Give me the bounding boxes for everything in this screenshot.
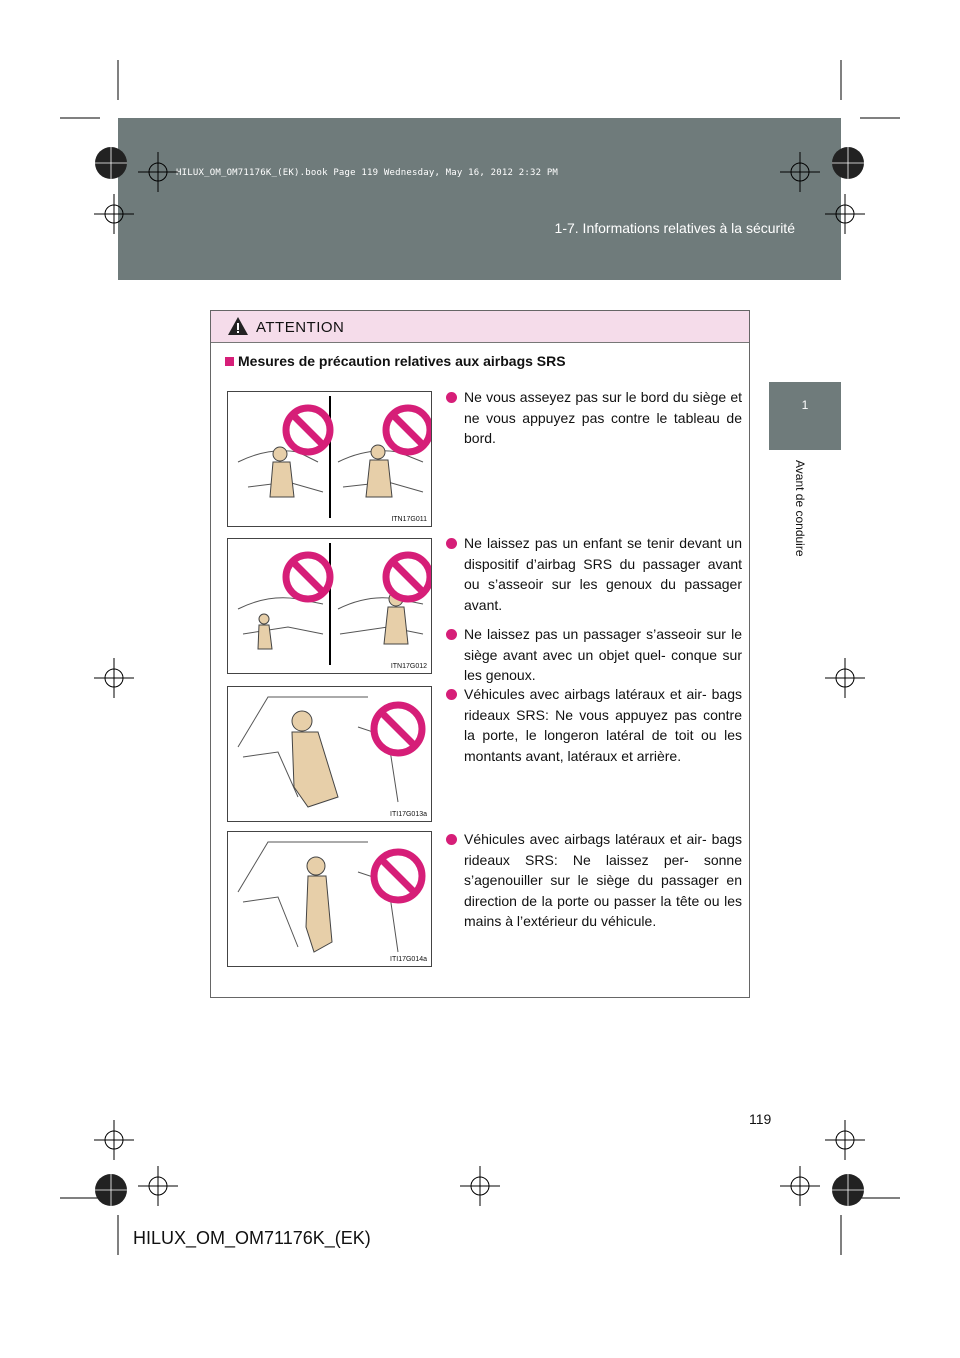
bullet-dot-icon: [446, 538, 457, 549]
document-id: HILUX_OM_OM71176K_(EK): [133, 1228, 371, 1248]
figure-code: ITI17G014a: [390, 956, 427, 963]
section-heading-text: Mesures de précaution relatives aux airbags SRS: [238, 353, 566, 369]
illustration-1: [227, 391, 432, 527]
illustration-drawing: [228, 832, 431, 966]
warning-title: ATTENTION: [256, 319, 345, 336]
square-bullet-icon: [225, 357, 234, 366]
bullet-item: [446, 684, 742, 766]
bullet-text: Ne laissez pas un enfant se tenir devant un dispositif d’airbag SRS du passager avant ou s’asseoir sur les genoux du passager avant.: [464, 535, 742, 613]
bullet-item: [446, 387, 742, 449]
figure-code: ITI17G013a: [390, 811, 427, 818]
section-heading: [225, 353, 566, 369]
illustration-3: [227, 686, 432, 822]
bullet-text: Véhicules avec airbags latéraux et air- bags rideaux SRS: Ne laissez per- sonne s’agenouiller sur le siège du passager en direction de la porte ou passer la tête ou les mains à l’extérieur du véhicule.: [464, 831, 742, 929]
bullet-item: [446, 624, 742, 686]
figure-code: ITN17G012: [390, 663, 427, 670]
illustration-2: [227, 538, 432, 674]
chapter-label: Avant de conduire: [793, 460, 807, 557]
page-number: 119: [749, 1111, 772, 1127]
book-meta: HILUX_OM_OM71176K_(EK).book Page 119 Wednesday, May 16, 2012 2:32 PM: [176, 168, 559, 178]
bullet-text: Ne vous asseyez pas sur le bord du siège et ne vous appuyez pas contre le tableau de bord.: [464, 389, 742, 446]
illustration-drawing: [228, 539, 431, 673]
chapter-number: 1: [801, 398, 809, 412]
bullet-text: Véhicules avec airbags latéraux et air- bags rideaux SRS: Ne vous appuyez pas contre la porte, le longeron latéral de toit ou les montants avant, latéraux et arrière.: [464, 686, 742, 764]
illustration-drawing: [228, 392, 431, 526]
warning-triangle-icon: [227, 316, 249, 336]
warning-box: [210, 310, 750, 998]
illustration-4: [227, 831, 432, 967]
section-title: 1-7. Informations relatives à la sécurité: [554, 220, 795, 236]
figure-code: ITN17G011: [391, 516, 427, 523]
illustration-drawing: [228, 687, 431, 821]
bullet-item: [446, 829, 742, 932]
warning-header: [211, 311, 749, 343]
bullet-dot-icon: [446, 629, 457, 640]
bullet-text: Ne laissez pas un passager s’asseoir sur le siège avant avec un objet quel- conque sur les genoux.: [464, 626, 742, 683]
bullet-dot-icon: [446, 834, 457, 845]
bullet-dot-icon: [446, 392, 457, 403]
bullet-item: [446, 533, 742, 615]
bullet-dot-icon: [446, 689, 457, 700]
